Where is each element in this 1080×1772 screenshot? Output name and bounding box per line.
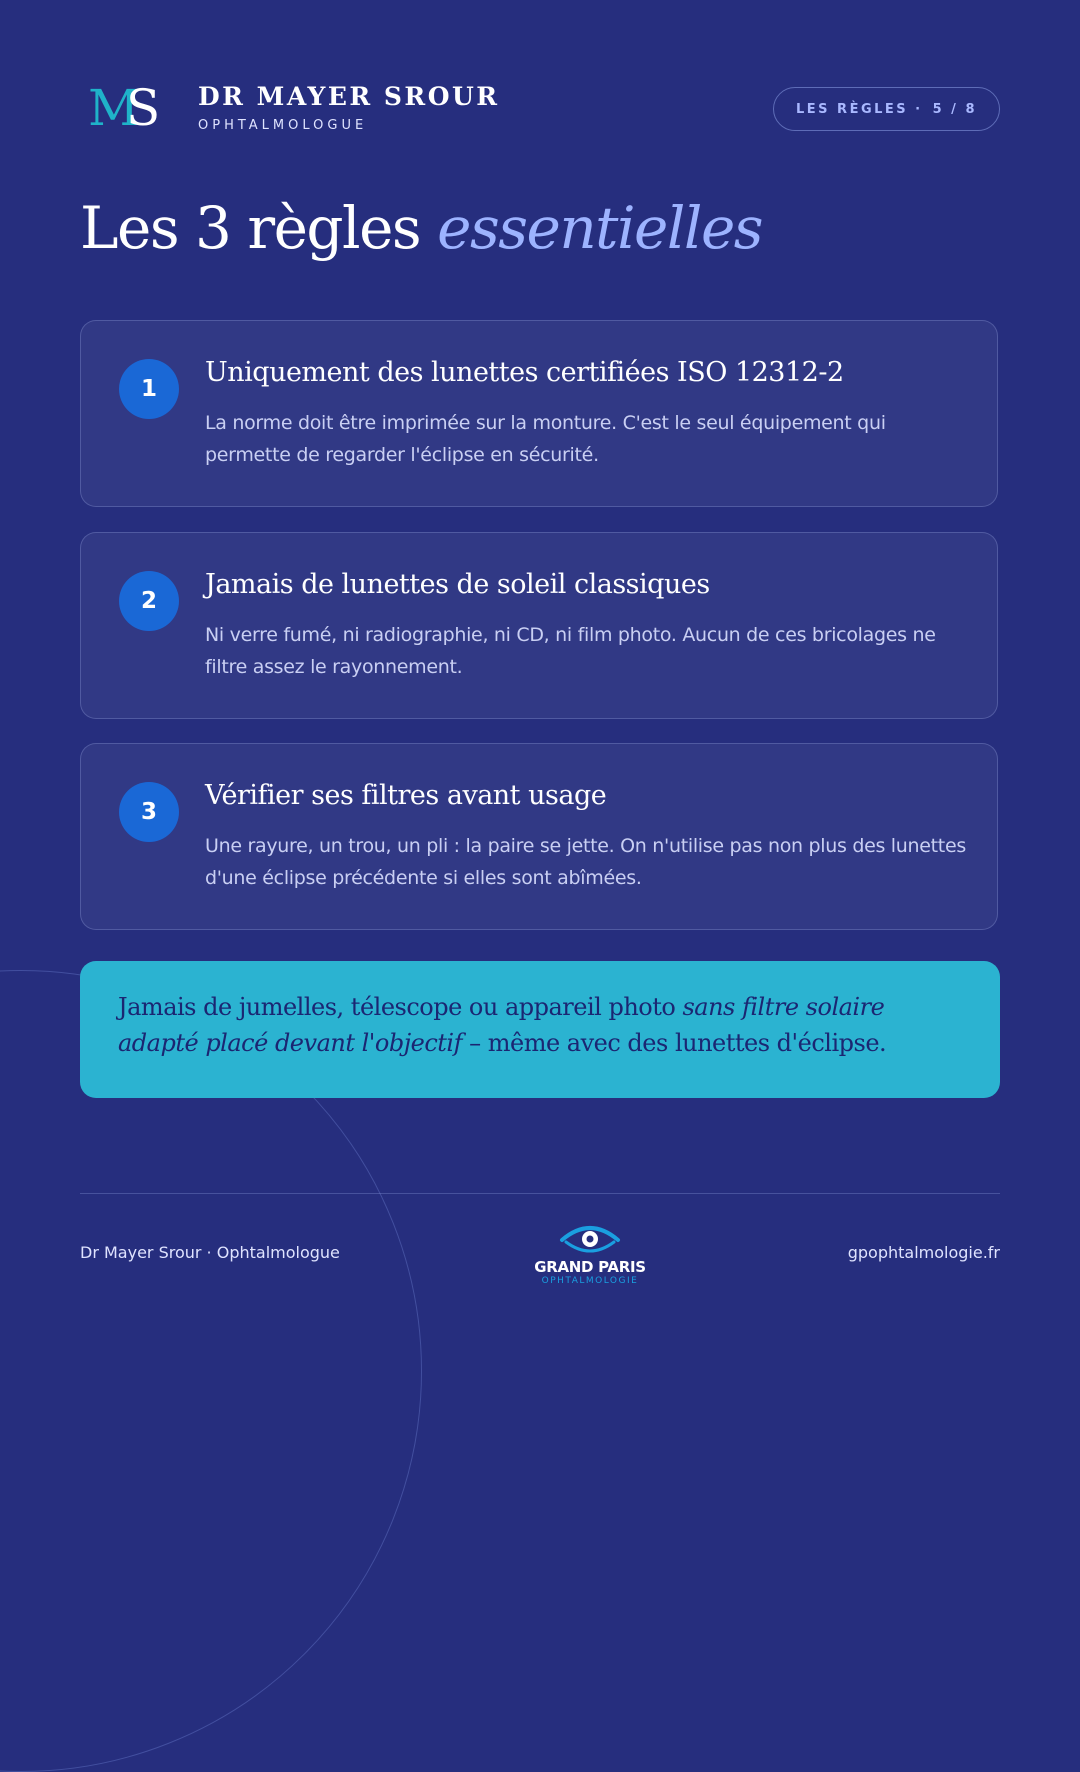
- rule-number-badge: 1: [119, 359, 179, 419]
- footer-divider: [80, 1193, 1000, 1194]
- page-indicator: [773, 87, 1000, 131]
- callout-text-after: – même avec des lunettes d'éclipse.: [461, 1029, 887, 1057]
- rule-description: La norme doit être imprimée sur la monture. C'est le seul équipement qui permette de regarder l'éclipse en sécurité.: [205, 412, 886, 466]
- grand-paris-logo: [520, 1218, 660, 1290]
- rule-title: Jamais de lunettes de soleil classiques: [205, 569, 710, 600]
- rule-card-3: [80, 743, 998, 930]
- page-title: [80, 188, 762, 268]
- brand-name: GRAND PARIS: [534, 1258, 646, 1276]
- page-title-accent: essentielles: [437, 194, 763, 262]
- warning-callout: [80, 961, 1000, 1098]
- ms-logo: [88, 80, 168, 136]
- page-indicator-count: 5 / 8: [932, 101, 977, 117]
- rule-description: Ni verre fumé, ni radiographie, ni CD, ni film photo. Aucun de ces bricolages ne filtre assez le rayonnement.: [205, 624, 936, 678]
- logo-letter-s: S: [126, 79, 161, 137]
- rule-title: Uniquement des lunettes certifiées ISO 12312-2: [205, 357, 844, 388]
- rule-number-badge: 3: [119, 782, 179, 842]
- footer-doctor-credit: Dr Mayer Srour · Ophtalmologue: [80, 1243, 340, 1262]
- page-title-main: Les 3 règles: [80, 194, 421, 262]
- header: [80, 79, 1000, 138]
- rule-number-badge: 2: [119, 571, 179, 631]
- rule-title: Vérifier ses filtres avant usage: [205, 780, 607, 811]
- doctor-name: DR MAYER SROUR: [198, 82, 500, 111]
- callout-text-before: Jamais de jumelles, télescope ou appareil photo: [118, 993, 683, 1021]
- brand-subtitle: OPHTALMOLOGIE: [541, 1276, 639, 1286]
- logo-letter-m: M: [88, 79, 134, 137]
- doctor-role: OPHTALMOLOGUE: [198, 118, 368, 133]
- rule-description: Une rayure, un trou, un pli : la paire se jette. On n'utilise pas non plus des lunettes d'une éclipse précédente si elles sont abîmées.: [205, 835, 966, 889]
- footer-website: gpophtalmologie.fr: [847, 1243, 1000, 1262]
- eye-icon: [558, 1218, 622, 1258]
- page-indicator-label: LES RÈGLES ·: [796, 101, 923, 117]
- rule-card-2: [80, 532, 998, 719]
- rule-card-1: [80, 320, 998, 507]
- callout-emphasis: sans filtre solaire adapté placé devant l'objectif: [118, 993, 885, 1057]
